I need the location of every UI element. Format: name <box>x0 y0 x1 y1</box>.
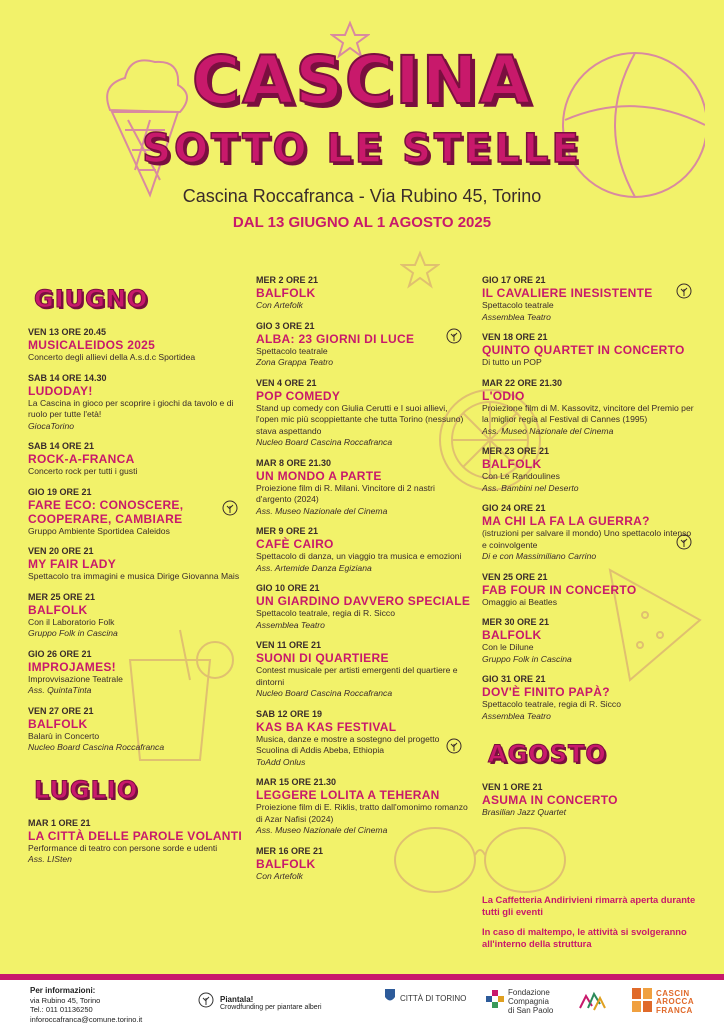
event-item <box>482 617 697 665</box>
event-organizer: Ass. Museo Nazionale del Cinema <box>482 425 614 436</box>
event-description: Stand up comedy con Giulia Cerutti e I suoi allievi, l'open mic più scoppiettante che tutta Torino (nessuno) stava aspettando <box>256 402 464 436</box>
event-datetime: VEN 4 ORE 21 <box>256 377 317 388</box>
event-organizer: Assemblea Teatro <box>482 710 551 721</box>
note-caffetteria: La Caffetteria Andirivieni rimarrà aperta durante tutti gli eventi <box>482 894 696 917</box>
cascina-logo-line-3: FRANCA <box>656 1005 693 1015</box>
contact-phone: Tel.: 011 01136250 <box>30 1005 93 1014</box>
event-title: QUINTO QUARTET IN CONCERTO <box>482 343 685 357</box>
event-datetime: SAB 14 ORE 21 <box>28 441 95 451</box>
event-description: Gruppo Ambiente Sportidea Caleidos <box>28 525 170 536</box>
venue-address: Cascina Roccafranca - Via Rubino 45, Torino <box>182 186 542 206</box>
event-item <box>28 487 243 538</box>
footer <box>0 974 724 1024</box>
event-title: MUSICALEIDOS 2025 <box>28 338 156 352</box>
event-title: BALFOLK <box>482 628 542 642</box>
event-item <box>482 446 697 494</box>
event-title: BALFOLK <box>482 457 542 471</box>
event-datetime: MER 30 ORE 21 <box>482 617 550 627</box>
event-description: La Cascina in gioco per scoprire i giochi da tavolo e di ruolo per tutte l'età! <box>28 397 234 419</box>
poster-title: CASCINA <box>191 42 533 119</box>
event-item <box>256 709 471 769</box>
event-item <box>256 275 471 312</box>
event-item <box>482 572 697 609</box>
event-title: POP COMEDY <box>256 388 341 403</box>
event-item <box>28 546 243 583</box>
event-title: FARE ECO: CONOSCERE, COOPERARE, CAMBIARE <box>28 497 184 526</box>
event-title: ROCK-A-FRANCA <box>28 452 135 466</box>
event-item <box>28 592 243 640</box>
event-organizer: Zona Grappa Teatro <box>256 357 334 367</box>
poster-subtitle: SOTTO LE STELLE <box>142 126 582 172</box>
event-item <box>482 503 697 563</box>
event-organizer: Ass. QuintaTinta <box>28 685 92 695</box>
event-list-luglio <box>28 818 243 866</box>
compagnia-line-3: di San Paolo <box>508 1006 554 1015</box>
event-organizer: Con Artefolk <box>256 870 303 881</box>
event-item <box>28 818 243 866</box>
event-description: Spettacolo teatrale <box>256 345 328 356</box>
torino-logo <box>384 988 466 1009</box>
event-description: Di tutto un POP <box>482 357 542 367</box>
event-title: MA CHI LA FA LA GUERRA? <box>482 514 650 528</box>
piantala-block <box>198 992 322 1013</box>
event-item <box>256 640 471 700</box>
compagnia-line-1: Fondazione <box>508 988 550 997</box>
event-description: Spettacolo teatrale, regia di R. Sicco <box>256 608 396 618</box>
event-datetime: SAB 14 ORE 14.30 <box>28 372 107 383</box>
event-list-luglio-2 <box>256 275 471 882</box>
event-title: ALBA: 23 GIORNI DI LUCE <box>256 331 415 346</box>
event-description: Omaggio ai Beatles <box>482 596 557 607</box>
festival-dates: DAL 13 GIUGNO AL 1 AGOSTO 2025 <box>232 214 492 231</box>
event-description: Concerto degli allievi della A.s.d.c Sportidea <box>28 352 196 362</box>
event-datetime: MER 25 ORE 21 <box>28 591 96 602</box>
event-organizer: Gruppo Folk in Cascina <box>28 628 118 638</box>
event-datetime: VEN 18 ORE 21 <box>482 332 548 342</box>
event-description: Spettacolo di danza, un viaggio tra musica e emozioni <box>256 551 462 561</box>
event-organizer: Assemblea Teatro <box>256 619 325 630</box>
event-item <box>28 649 243 697</box>
event-title: BALFOLK <box>256 856 316 871</box>
event-datetime: VEN 20 ORE 21 <box>28 546 94 556</box>
event-title: CAFÈ CAIRO <box>256 537 334 551</box>
event-title: LUDODAY! <box>28 383 93 398</box>
event-organizer: Ass. LISten <box>28 854 72 864</box>
event-datetime: MER 16 ORE 21 <box>256 845 324 856</box>
event-title: SUONI DI QUARTIERE <box>256 651 389 665</box>
torino-crest-icon <box>384 988 396 1009</box>
event-datetime: VEN 27 ORE 21 <box>28 705 94 716</box>
event-title: MY FAIR LADY <box>28 557 117 571</box>
event-description: Proiezione film di M. Kassovitz, vincitore del Premio per la miglior regia al Festival di Cannes (1995) <box>482 402 694 424</box>
event-title: LEGGERE LOLITA A TEHERAN <box>256 788 440 802</box>
event-datetime: MAR 15 ORE 21.30 <box>256 777 337 787</box>
event-datetime: VEN 25 ORE 21 <box>482 571 548 582</box>
event-title: IL CAVALIERE INESISTENTE <box>482 286 653 300</box>
event-title: LA CITTÀ DELLE PAROLE VOLANTI <box>28 828 243 843</box>
piantala-title: Piantala! <box>220 994 254 1004</box>
contact-title: Per informazioni: <box>30 986 96 995</box>
event-description: Contest musicale per artisti emergenti del quartiere e dintorni <box>256 665 458 687</box>
torino-logo-text: CITTÀ DI TORINO <box>400 994 467 1003</box>
event-title: BALFOLK <box>28 716 88 731</box>
piantala-subtitle: Crowdfunding per piantare alberi <box>220 1003 322 1011</box>
event-item <box>256 321 471 369</box>
cascina-roccafranca-logo <box>632 988 694 1017</box>
event-item <box>28 441 243 478</box>
compagnia-mark-icon <box>486 990 504 1013</box>
event-title: L'ODIO <box>482 388 525 403</box>
event-organizer: Ass. Bambini nel Deserto <box>482 482 579 493</box>
column-luglio-2 <box>256 275 471 891</box>
event-description: Proiezione film di E. Riklis, tratto dall'omonimo romanzo di Azar Nafisi (2024) <box>256 802 468 824</box>
event-description: Improvvisazione Teatrale <box>28 673 123 684</box>
tree-icon <box>198 992 214 1013</box>
event-item <box>256 458 471 518</box>
event-datetime: MAR 22 ORE 21.30 <box>482 377 563 388</box>
event-datetime: GIO 24 ORE 21 <box>482 503 546 513</box>
contact-email[interactable]: inforoccafranca@comune.torino.it <box>30 1014 143 1024</box>
event-datetime: GIO 19 ORE 21 <box>28 486 92 497</box>
event-datetime: MAR 8 ORE 21.30 <box>256 457 332 468</box>
event-title: ASUMA IN CONCERTO <box>482 793 618 807</box>
event-item <box>482 674 697 722</box>
event-item <box>28 327 243 364</box>
compagnia-logo <box>486 988 553 1015</box>
event-item <box>482 275 697 323</box>
event-organizer: Gruppo Folk in Cascina <box>482 653 572 664</box>
event-organizer: Nucleo Board Cascina Roccafranca <box>256 437 393 447</box>
event-item <box>256 777 471 837</box>
event-item <box>482 332 697 369</box>
event-organizer: Di e con Massimiliano Carrino <box>482 551 597 561</box>
event-description: Con il Laboratorio Folk <box>28 616 115 627</box>
event-title: FAB FOUR IN CONCERTO <box>482 582 637 597</box>
event-datetime: VEN 1 ORE 21 <box>482 782 543 792</box>
cascina-mark-icon <box>632 988 652 1017</box>
event-title: DOV'È FINITO PAPÀ? <box>482 685 610 699</box>
event-item <box>256 846 471 883</box>
column-luglio-agosto <box>482 275 697 828</box>
event-description: Musica, danze e mostre a sostegno del progetto Scuolina di Addis Abeba, Ethiopia <box>256 733 440 755</box>
event-organizer: Assemblea Teatro <box>482 311 551 322</box>
event-description: Con Le Randoulines <box>482 471 560 481</box>
event-datetime: MAR 1 ORE 21 <box>28 817 91 828</box>
event-description: (istruzioni per salvare il mondo) Uno spettacolo intenso e coinvolgente <box>482 528 692 550</box>
event-item <box>28 706 243 754</box>
event-description: Proiezione film di R. Milani. Vincitore di 2 nastri d'argento (2024) <box>256 482 435 504</box>
event-description: Spettacolo teatrale <box>482 300 554 310</box>
compagnia-line-2: Compagnia <box>508 997 549 1006</box>
event-organizer: GiocaTorino <box>28 420 75 431</box>
event-item <box>256 583 471 631</box>
month-heading-luglio: LUGLIO <box>34 775 139 804</box>
event-description: Spettacolo teatrale, regia di R. Sicco <box>482 699 622 709</box>
event-description: Balarù in Concerto <box>28 730 100 741</box>
event-description: Spettacolo tra immagini e musica Dirige Giovanna Mais <box>28 571 240 581</box>
event-datetime: GIO 31 ORE 21 <box>482 674 546 684</box>
cascina-logo-line-2: AROCCA <box>656 997 695 1007</box>
event-item <box>482 378 697 438</box>
case-quartiere-logo <box>578 988 606 1014</box>
contact-info <box>30 986 142 1024</box>
note-maltempo: In caso di maltempo, le attività si svolgeranno all'interno della struttura <box>482 926 687 949</box>
column-giugno-luglio <box>28 285 243 875</box>
event-organizer: Nucleo Board Cascina Roccafranca <box>28 742 165 752</box>
event-datetime: VEN 13 ORE 20.45 <box>28 327 107 337</box>
event-title: IMPROJAMES! <box>28 659 116 674</box>
event-organizer: Con Artefolk <box>256 300 303 310</box>
event-description: Concerto rock per tutti i gusti <box>28 466 138 476</box>
event-title: BALFOLK <box>28 602 88 617</box>
event-item <box>28 373 243 433</box>
event-datetime: SAB 12 ORE 19 <box>256 708 323 719</box>
event-list-agosto <box>482 782 697 819</box>
event-datetime: GIO 26 ORE 21 <box>28 648 92 659</box>
event-organizer: Ass. Museo Nazionale del Cinema <box>256 505 388 516</box>
event-list-luglio-3 <box>482 275 697 722</box>
event-item <box>482 782 697 819</box>
event-description: Performance di teatro con persone sorde e udenti <box>28 842 218 853</box>
event-datetime: GIO 10 ORE 21 <box>256 583 320 593</box>
event-organizer: Brasilian Jazz Quartet <box>482 807 567 817</box>
event-datetime: VEN 11 ORE 21 <box>256 640 322 650</box>
cascina-logo-line-1: CASCIN <box>656 988 690 998</box>
event-item <box>256 378 471 449</box>
event-datetime: GIO 3 ORE 21 <box>256 320 315 331</box>
event-description: Con le Dilune <box>482 642 534 652</box>
event-organizer: Ass. Museo Nazionale del Cinema <box>256 825 388 835</box>
event-organizer: Nucleo Board Cascina Roccafranca <box>256 688 393 698</box>
contact-address: via Rubino 45, Torino <box>30 995 101 1005</box>
event-item <box>256 526 471 574</box>
event-datetime: MER 2 ORE 21 <box>256 275 319 285</box>
event-organizer: Ass. Artemide Danza Egiziana <box>256 562 372 573</box>
event-title: UN GIARDINO DAVVERO SPECIALE <box>256 594 471 608</box>
event-title: UN MONDO A PARTE <box>256 468 382 483</box>
event-title: KAS BA KAS FESTIVAL <box>256 719 397 734</box>
event-datetime: GIO 17 ORE 21 <box>482 275 546 285</box>
event-title: BALFOLK <box>256 286 316 300</box>
event-datetime: MER 23 ORE 21 <box>482 446 550 456</box>
month-heading-giugno: GIUGNO <box>34 285 149 313</box>
info-notes <box>482 894 697 958</box>
month-heading-agosto: AGOSTO <box>488 740 607 768</box>
event-organizer: ToAdd Onlus <box>256 756 306 767</box>
event-list-giugno <box>28 327 243 754</box>
event-datetime: MER 9 ORE 21 <box>256 526 319 536</box>
